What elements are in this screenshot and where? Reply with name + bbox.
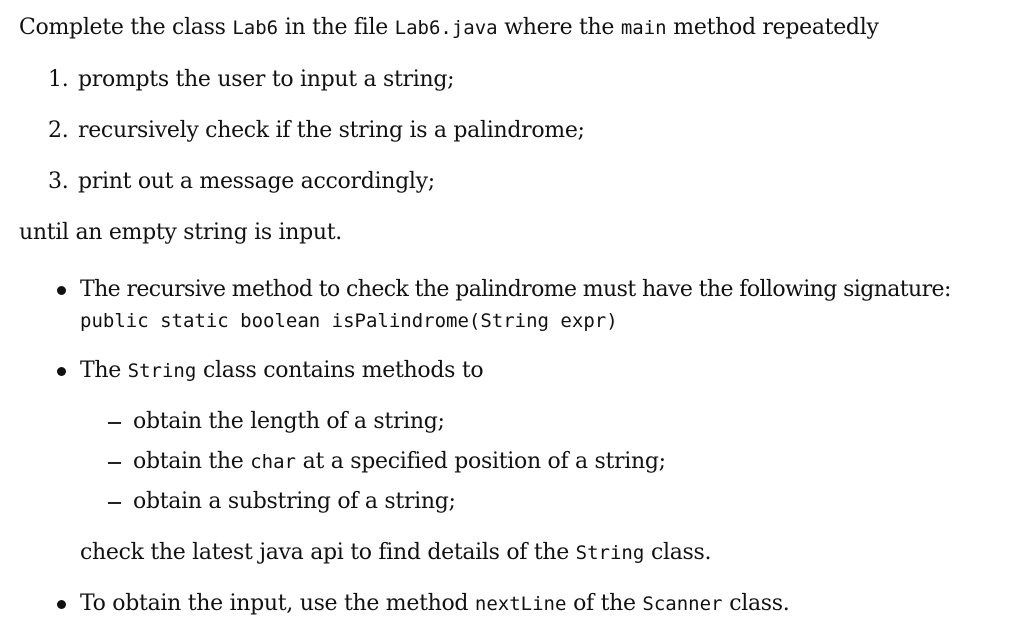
sub-item-1: obtain the length of a string; bbox=[133, 409, 445, 434]
bullet-dot-2 bbox=[57, 367, 66, 376]
check-api-paragraph bbox=[80, 539, 711, 567]
intro-text-3: where the bbox=[497, 15, 621, 40]
intro-code-main: main bbox=[620, 17, 667, 39]
bullet-dot-3 bbox=[57, 600, 66, 609]
bullet-3-code-scanner: Scanner bbox=[642, 593, 723, 615]
sub-item-3: obtain a substring of a string; bbox=[133, 489, 456, 514]
bullet-1-signature-code: public static boolean isPalindrome(String expr) bbox=[80, 310, 618, 332]
sub-item-2-text-1: obtain the bbox=[133, 449, 251, 474]
step-text: prompts the user to input a string; bbox=[78, 67, 455, 92]
intro-paragraph bbox=[19, 14, 879, 42]
until-paragraph: until an empty string is input. bbox=[19, 220, 342, 245]
sub-item-dash-2 bbox=[108, 462, 121, 464]
check-text-2: class. bbox=[644, 540, 712, 565]
step-number: 3. bbox=[48, 169, 69, 194]
step-item-2 bbox=[48, 117, 585, 145]
bullet-3-code-nextline: nextLine bbox=[474, 593, 567, 615]
intro-text-4: method repeatedly bbox=[666, 15, 879, 40]
bullet-1-text: The recursive method to check the palindrome must have the following signature: bbox=[80, 277, 951, 302]
step-item-3 bbox=[48, 168, 435, 196]
sub-item-2-code-char: char bbox=[250, 451, 296, 473]
bullet-3-text-3: class. bbox=[722, 591, 790, 616]
bullet-3-text-2: of the bbox=[566, 591, 643, 616]
step-number: 1. bbox=[48, 67, 69, 92]
check-code-string: String bbox=[575, 542, 645, 564]
bullet-2-text-2: class contains methods to bbox=[196, 358, 484, 383]
sub-item-dash-1 bbox=[108, 422, 121, 424]
sub-item-2-text-2: at a specified position of a string; bbox=[295, 449, 666, 474]
intro-text-1: Complete the class bbox=[19, 15, 233, 40]
sub-item-2 bbox=[133, 448, 666, 476]
step-text: print out a message accordingly; bbox=[78, 169, 435, 194]
intro-text-2: in the file bbox=[278, 15, 395, 40]
bullet-2-text bbox=[80, 357, 483, 385]
bullet-2-code-string: String bbox=[127, 360, 197, 382]
intro-code-file: Lab6.java bbox=[394, 17, 498, 39]
bullet-dot-1 bbox=[57, 286, 66, 295]
step-item-1 bbox=[48, 66, 454, 94]
bullet-3-text-1: To obtain the input, use the method bbox=[80, 591, 475, 616]
step-number: 2. bbox=[48, 118, 69, 143]
bullet-2-text-1: The bbox=[80, 358, 128, 383]
sub-item-dash-3 bbox=[108, 502, 121, 504]
bullet-3-text bbox=[80, 590, 789, 618]
step-text: recursively check if the string is a palindrome; bbox=[78, 118, 585, 143]
intro-code-class: Lab6 bbox=[232, 17, 279, 39]
check-text-1: check the latest java api to find details of the bbox=[80, 540, 576, 565]
